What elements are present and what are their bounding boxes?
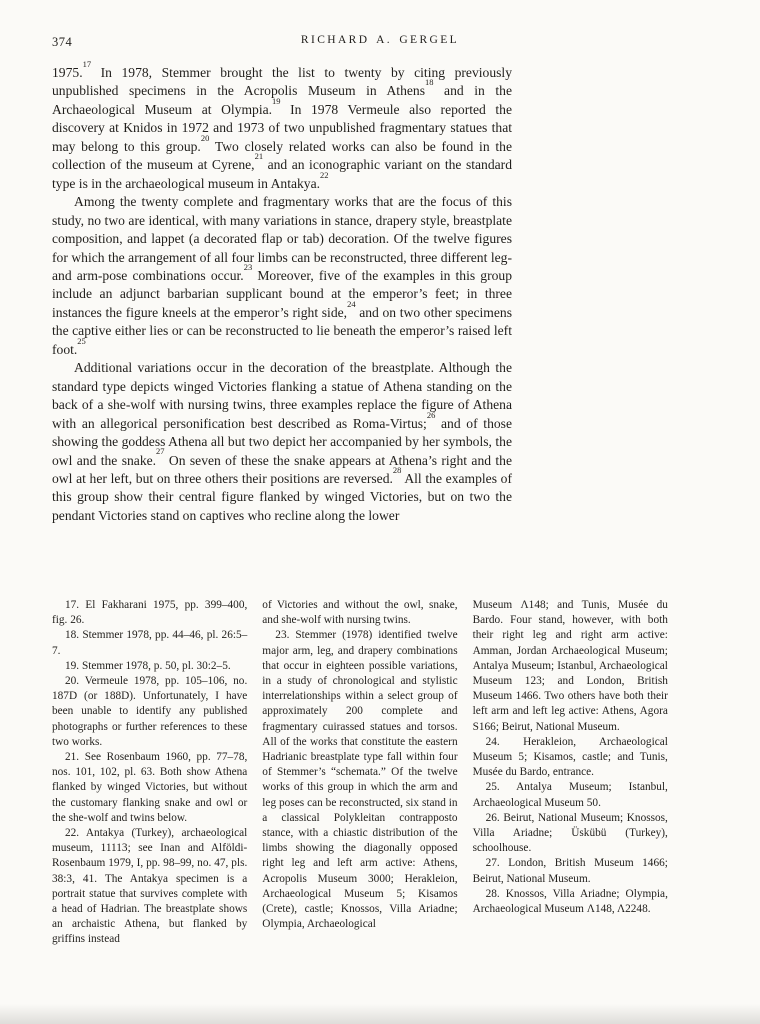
footnote-paragraph: 22. Antakya (Turkey), archaeological museum, 11113; see Inan and Alföldi-Rosenbaum 1979, I, pp. 98–99, no. 47, pls. 38:3, 41. The Antakya specimen is a portrait statue that survives complete with a head of Hadrian. The breastplate shows an archaistic Athena, but flanked by griffins instead [52, 827, 248, 946]
footnotes-section [52, 598, 668, 948]
footnote-ref: 20 [200, 132, 210, 143]
footnote-ref: 26 [426, 409, 436, 420]
footnote-paragraph: 21. See Rosenbaum 1960, pp. 77–78, nos. 101, 102, pl. 63. Both show Athena flanked by winged Victories, but without the customary flanking snake and owl or the she-wolf and twins below. [52, 751, 248, 824]
footnote-paragraph: Museum Λ148; and Tunis, Musée du Bardo. Four stand, however, with both their right leg and right arm active: Amman, Jordan Archaeological Museum; Antalya Museum; Istanbul, Archaeological Museum 123; and London, British Museum 1466. Two others have both their left arm and left leg active: Athens, Agora S166; Beirut, National Museum. [472, 599, 668, 733]
footnote-paragraph: 28. Knossos, Villa Ariadne; Olympia, Archaeological Museum Λ148, Λ2248. [472, 887, 668, 916]
body-paragraph: Additional variations occur in the decoration of the breastplate. Although the standard type depicts winged Victories flanking a statue of Athena standing on the back of a she-wolf with nursing twins, three examples replace the figure of Athena with an allegorical personification best described as Roma-Virtus;$^{26}$ and of those showing the goddess Athena all but two depict her accompanied by her symbols, the owl and the snake.$^{27}$ On seven of these the snake appears at Athena’s right and the owl at her left, but on three others their positions are reversed.$^{28}$ All the examples of this group show their central figure flanked by winged Victories, but on two the pendant Victories stand on captives who recline along the lower [52, 360, 512, 523]
footnote-ref: 27 [156, 446, 165, 457]
footnote-ref: 19 [272, 95, 281, 106]
footnote-paragraph: 20. Vermeule 1978, pp. 105–106, no. 187D (or 188D). Unfortunately, I have been unable to identify any published photographs or further references to these two works. [52, 675, 248, 748]
footnote-paragraph: 18. Stemmer 1978, pp. 44–46, pl. 26:5–7. [52, 629, 248, 657]
footnote-paragraph: 27. London, British Museum 1466; Beirut, National Museum. [472, 857, 668, 885]
body-paragraph: 1975.17 In 1978, Stemmer brought the list to twenty by citing previously unpublished specimens in the Acropolis Museum in Athens$^{18}$ and in the Archaeological Museum at Olympia.$^{19}$ In 1978 Vermeule also reported the discovery at Knidos in 1972 and 1973 of two unpublished fragmentary statues that may belong to this group.$^{20}$ Two closely related works can also be found in the collection of the museum at Cyrene,$^{21}$ and an iconographic variant on the standard type is in the archaeological museum in Antakya.$^{22}$ [52, 58, 513, 191]
footnote-ref: 24 [347, 298, 356, 309]
footnote-paragraph: 23. Stemmer (1978) identified twelve major arm, leg, and drapery combinations that occur in eighteen possible variations, in a study of chronological and stylistic interrelationships within a select group of approximately 200 complete and fragmentary cuirassed statues and torsos. All of the works that constitute the eastern Hadrianic breastplate type fall within four of Stemmer’s “schemata.” Of the twelve works of this group in which the arm and leg poses can be reconstructed, six stand in a classical Polykleitan contrapposto stance, with a chiastic distribution of the limbs showing the diagonally opposed right leg and left arm active: Athens, Acropolis Museum 3000; Herakleion, Archaeological Museum 5; Kisamos (Crete), castle; Knossos, Villa Ariadne; Olympia, Archaeological [262, 629, 458, 931]
footnote-paragraph: of Victories and without the owl, snake, and she-wolf with nursing twins. [262, 599, 458, 627]
page-header [52, 34, 708, 52]
footnote-ref: 18 [424, 77, 434, 88]
footnote-paragraph: 25. Antalya Museum; Istanbul, Archaeological Museum 50. [472, 781, 668, 809]
page-number: 374 [52, 35, 73, 49]
footnote-paragraph: 26. Beirut, National Museum; Knossos, Villa Ariadne; Üskübü (Turkey), schoolhouse. [472, 811, 668, 855]
running-head: RICHARD A. GERGEL [300, 34, 460, 46]
footnote-ref: 28 [392, 464, 402, 475]
footnote-paragraph: 17. El Fakharani 1975, pp. 399–400, fig. 26. [52, 599, 248, 627]
body-text [52, 58, 513, 525]
footnote-paragraph: 19. Stemmer 1978, p. 50, pl. 30:2–5. [65, 659, 231, 672]
footnote-column-3 [473, 598, 668, 948]
footnote-ref: 23 [243, 261, 253, 272]
footnote-ref: 22 [320, 169, 329, 180]
footnote-column-1 [52, 598, 247, 948]
footnote-ref: 17 [82, 58, 92, 69]
footnote-paragraph: 24. Herakleion, Archaeological Museum 5; Kisamos, castle; and Tunis, Musée du Bardo, entrance. [472, 735, 668, 779]
footnote-ref: 21 [254, 151, 264, 162]
footnote-column-2 [262, 598, 457, 948]
body-paragraph: Among the twenty complete and fragmentary works that are the focus of this study, no two are identical, with many variations in stance, drapery style, breastplate composition, and lappet (a decorated flap or tab) decoration. Of the twelve figures for which the arrangement of all four limbs can be reconstructed, three different leg- and arm-pose combinations occur.$^{23}$ Moreover, five of the examples in this group include an adjunct barbarian supplicant bound at the emperor’s feet; in three instances the figure kneels at the emperor’s right side,$^{24}$ and on two other specimens the captive either lies or can be reconstructed to lie beneath the emperor’s raised left foot.$^{25}$ [52, 194, 513, 357]
footnote-ref: 25 [77, 335, 86, 346]
